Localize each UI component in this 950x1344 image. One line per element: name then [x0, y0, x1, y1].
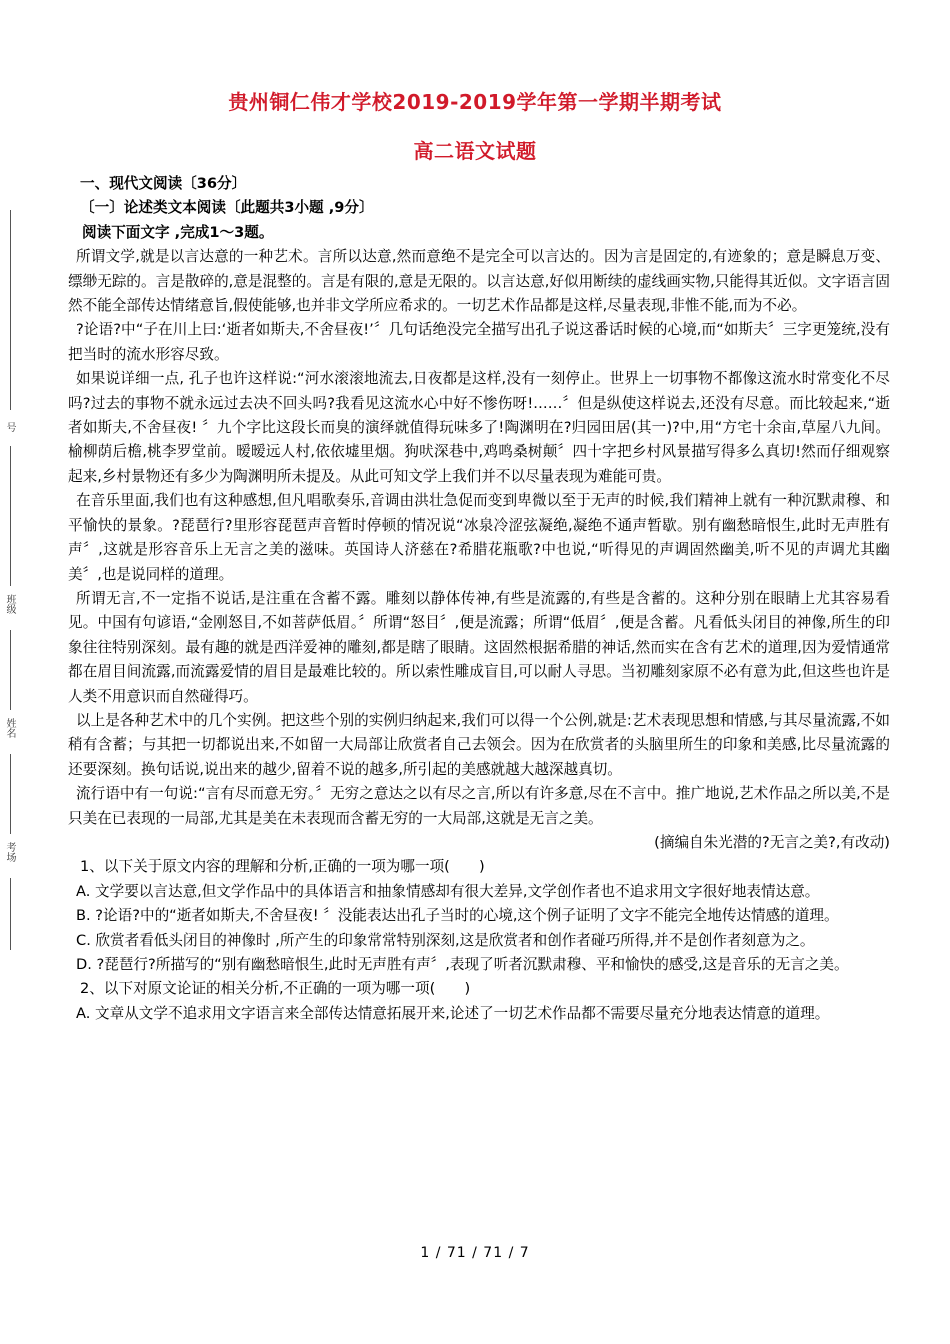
section-heading: 一、现代文阅读〔36分〕 — [80, 175, 247, 192]
subject-title: 高二语文试题 — [413, 139, 537, 163]
question-option: A. 文章从文学不追求用文字语言来全部传达情意拓展开来,论述了一切艺术作品都不需要尽量充分地表达情意的道理。 — [76, 1004, 830, 1022]
binding-line — [10, 210, 11, 410]
binding-line — [10, 754, 11, 834]
exam-title: 贵州铜仁伟才学校2019-2019学年第一学期半期考试 — [228, 90, 722, 114]
binding-line — [10, 630, 11, 710]
passage-paragraph: 如果说详细一点, 孔子也许这样说:“河水滚滚地流去,日夜都是这样,没有一刻停止。世界上一切事物不都像这流水时常变化不尽吗?过去的事物不就永远过去决不回头吗?我看见这流水心中好不惨伤呀!……〞但是纵使这样说去,还没有尽意。而比较起来,“逝者如斯夫,不舍昼夜! 〞九个字比这段长而臭的演绎就值得玩味多了!陶渊明在?归园田居(其一)?中,用“方宅十余亩,草屋八九间。榆柳荫后檐,桃李罗堂前。暧暧远人村,依依墟里烟。狗吠深巷中,鸡鸣桑树颠〞四十字把乡村风景描写得多么真切!然而仔细观察起来,乡村景物还有多少为陶渊明所未提及。从此可知文学上我们并不以尽量表现为难能可贵。 — [68, 370, 890, 485]
binding-label: 班级 — [4, 594, 15, 614]
question-option: B. ?论语?中的“逝者如斯夫,不舍昼夜! 〞没能表达出孔子当时的心境,这个例子证明了文字不能完全地传达情感的道理。 — [76, 907, 839, 925]
passage-paragraph: ?论语?中“子在川上曰:‘逝者如斯夫,不舍昼夜!’〞几句话绝没完全描写出孔子说这番话时候的心境,而“如斯夫〞三字更笼统,没有把当时的流水形容尽致。 — [68, 321, 890, 363]
binding-margin — [2, 210, 16, 950]
exam-body — [68, 172, 890, 1026]
instruction: 阅读下面文字 ,完成1～3题。 — [82, 223, 274, 241]
passage-paragraph: 流行语中有一句说:“言有尽而意无穷。〞无穷之意达之以有尽之言,所以有许多意,尽在不言中。推广地说,艺术作品之所以美,不是只美在已表现的一局部,尤其是美在未表现而含蓄无穷的一大局部,这就是无言之美。 — [68, 785, 890, 827]
source-note: (摘编自朱光潜的?无言之美?,有改动) — [654, 833, 890, 851]
question-option: C. 欣赏者看低头闭目的神像时 ,所产生的印象常常特别深刻,这是欣赏者和创作者碰巧所得,并不是创作者刻意为之。 — [76, 931, 815, 949]
binding-label: 号 — [4, 422, 15, 432]
question-stem: 2、以下对原文论证的相关分析,不正确的一项为哪一项( ) — [80, 980, 471, 998]
page-number: 1 / 71 / 71 / 7 — [420, 1245, 530, 1261]
passage-paragraph: 以上是各种艺术中的几个实例。把这些个别的实例归纳起来,我们可以得一个公例,就是:艺术表现思想和情感,与其尽量流露,不如稍有含蓄；与其把一切都说出来,不如留一大局部让欣赏者自己去领会。因为在欣赏者的头脑里所生的印象和美感,比尽量流露的还要深刻。换句话说,说出来的越少,留着不说的越多,所引起的美感就越大越深越真切。 — [68, 711, 890, 778]
passage-paragraph: 所谓文学,就是以言达意的一种艺术。言所以达意,然而意绝不是完全可以言达的。因为言是固定的,有迹象的；意是瞬息万变、缥缈无踪的。言是散碎的,意是混整的。言是有限的,意是无限的。以言达意,好似用断续的虚线画实物,只能得其近似。文字语言固然不能全部传达情绪意旨,假使能够,也并非文学所应希求的。一切艺术作品都是这样,尽量表现,非惟不能,而为不必。 — [68, 248, 890, 315]
passage-paragraph: 所谓无言,不一定指不说话,是注重在含蓄不露。雕刻以静体传神,有些是流露的,有些是含蓄的。这种分别在眼睛上尤其容易看见。中国有句谚语,“金刚怒目,不如菩萨低眉。〞所谓“怒目〞,便是流露；所谓“低眉〞,便是含蓄。凡看低头闭目的神像,所生的印象往往特别深刻。最有趣的就是西洋爱神的雕刻,都是瞎了眼睛。这固然根据希腊的神话,然而实在含有艺术的道理,因为爱情通常都在眉目间流露,而流露爱情的眉目是最难比较的。所以索性雕成盲目,可以耐人寻思。当初雕刻家原不必有意为此,但这些也许是人类不用意识而自然碰得巧。 — [68, 589, 890, 705]
binding-label: 考场 — [4, 842, 15, 862]
subsection-heading: 〔一〕论述类文本阅读〔此题共3小题 ,9分〕 — [80, 199, 374, 217]
question-option: D. ?琵琶行?所描写的“别有幽愁暗恨生,此时无声胜有声〞,表现了听者沉默肃穆、平和愉快的感受,这是音乐的无言之美。 — [76, 956, 849, 973]
passage-paragraph: 在音乐里面,我们也有这种感想,但凡唱歌奏乐,音调由洪壮急促而变到卑微以至于无声的时候,我们精神上就有一种沉默肃穆、和平愉快的景象。?琵琶行?里形容琵琶声音暂时停顿的情况说“冰泉冷涩弦凝绝,凝绝不通声暂歇。别有幽愁暗恨生,此时无声胜有声〞,这就是形容音乐上无言之美的滋味。英国诗人济慈在?希腊花瓶歌?中也说,“听得见的声调固然幽美,听不见的声调尤其幽美〞,也是说同样的道理。 — [68, 492, 890, 583]
question-stem: 1、以下关于原文内容的理解和分析,正确的一项为哪一项( ) — [80, 858, 485, 876]
question-option: A. 文学要以言达意,但文学作品中的具体语言和抽象情感却有很大差异,文学创作者也不追求用文字很好地表情达意。 — [76, 882, 820, 900]
binding-line — [10, 878, 11, 950]
binding-label: 姓名 — [4, 718, 15, 738]
binding-line — [10, 446, 11, 586]
